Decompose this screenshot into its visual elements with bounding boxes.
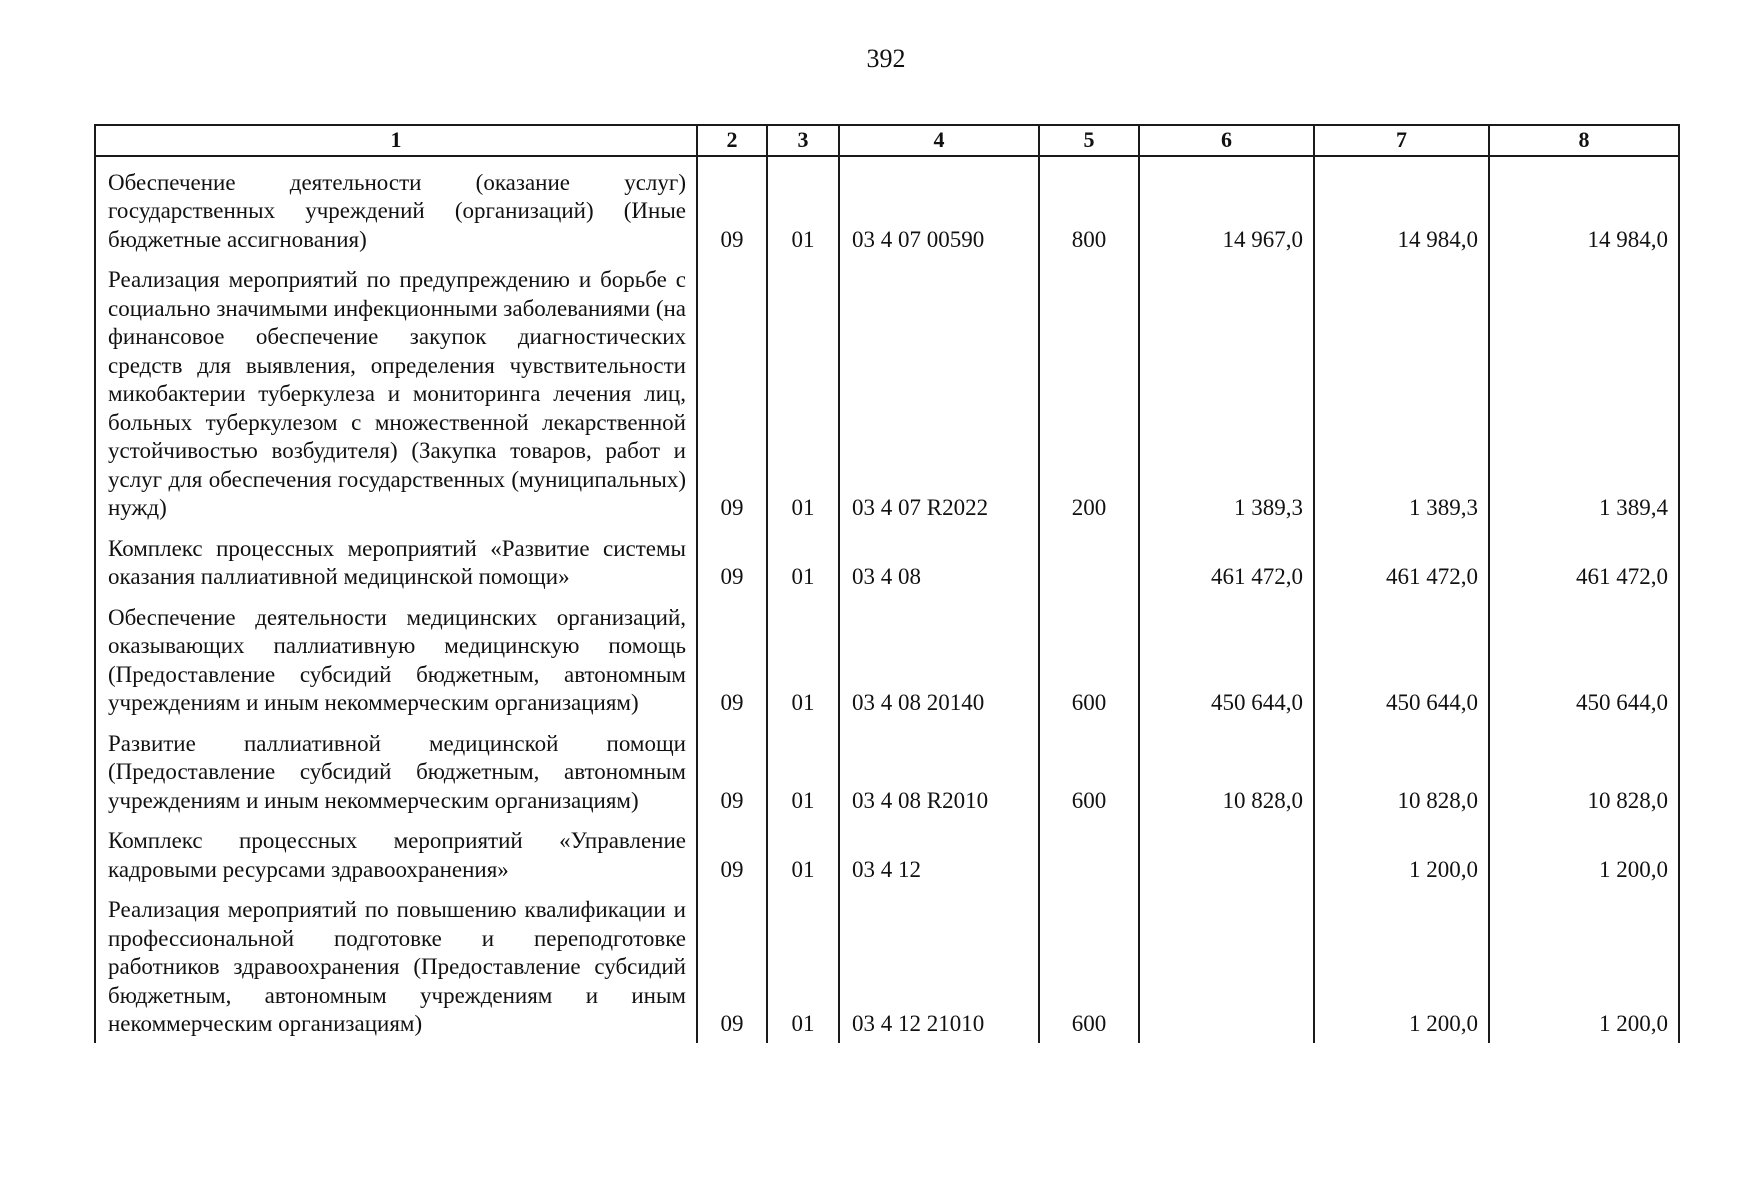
header-cell-8: 8 xyxy=(1489,125,1679,156)
page-number: 392 xyxy=(866,44,906,73)
amount-col-6: 461 472,0 xyxy=(1139,527,1314,596)
subsection-code: 01 xyxy=(767,156,839,259)
header-row xyxy=(95,125,1679,156)
subsection-code: 01 xyxy=(767,596,839,722)
table-row xyxy=(95,258,1679,527)
amount-col-8: 14 984,0 xyxy=(1489,156,1679,259)
target-article-code: 03 4 08 R2010 xyxy=(839,722,1039,820)
expense-type-code: 800 xyxy=(1039,156,1139,259)
header-cell-2: 2 xyxy=(697,125,767,156)
amount-col-7: 1 389,3 xyxy=(1314,258,1489,527)
section-code: 09 xyxy=(697,596,767,722)
header-cell-3: 3 xyxy=(767,125,839,156)
expense-type-code: 600 xyxy=(1039,596,1139,722)
item-name: Развитие паллиативной медицинской помощи (Предоставление субсидий бюджетным, автономным учреждениям и иным некоммерческим организациям) xyxy=(95,722,697,820)
header-cell-5: 5 xyxy=(1039,125,1139,156)
table-row xyxy=(95,527,1679,596)
target-article-code: 03 4 08 20140 xyxy=(839,596,1039,722)
amount-col-8: 1 200,0 xyxy=(1489,819,1679,888)
item-name: Комплекс процессных мероприятий «Управление кадровыми ресурсами здравоохранения» xyxy=(95,819,697,888)
amount-col-7: 1 200,0 xyxy=(1314,888,1489,1043)
item-name: Обеспечение деятельности медицинских организаций, оказывающих паллиативную медицинскую помощь (Предоставление субсидий бюджетным, автономным учреждениям и иным некоммерческим организациям) xyxy=(95,596,697,722)
target-article-code: 03 4 12 21010 xyxy=(839,888,1039,1043)
target-article-code: 03 4 07 00590 xyxy=(839,156,1039,259)
expense-type-code: 600 xyxy=(1039,722,1139,820)
expense-type-code xyxy=(1039,819,1139,888)
table-row xyxy=(95,819,1679,888)
amount-col-8: 461 472,0 xyxy=(1489,527,1679,596)
amount-col-6: 450 644,0 xyxy=(1139,596,1314,722)
target-article-code: 03 4 08 xyxy=(839,527,1039,596)
subsection-code: 01 xyxy=(767,722,839,820)
expense-type-code: 600 xyxy=(1039,888,1139,1043)
amount-col-7: 461 472,0 xyxy=(1314,527,1489,596)
amount-col-8: 1 200,0 xyxy=(1489,888,1679,1043)
amount-col-6: 14 967,0 xyxy=(1139,156,1314,259)
amount-col-6: 1 389,3 xyxy=(1139,258,1314,527)
target-article-code: 03 4 12 xyxy=(839,819,1039,888)
subsection-code: 01 xyxy=(767,258,839,527)
amount-col-7: 14 984,0 xyxy=(1314,156,1489,259)
amount-col-8: 10 828,0 xyxy=(1489,722,1679,820)
subsection-code: 01 xyxy=(767,888,839,1043)
amount-col-6 xyxy=(1139,888,1314,1043)
expense-type-code xyxy=(1039,527,1139,596)
amount-col-8: 450 644,0 xyxy=(1489,596,1679,722)
amount-col-7: 450 644,0 xyxy=(1314,596,1489,722)
budget-table xyxy=(94,124,1680,1043)
item-name: Обеспечение деятельности (оказание услуг) государственных учреждений (организаций) (Иные бюджетные ассигнования) xyxy=(95,156,697,259)
section-code: 09 xyxy=(697,156,767,259)
amount-col-6: 10 828,0 xyxy=(1139,722,1314,820)
expense-type-code: 200 xyxy=(1039,258,1139,527)
header-cell-4: 4 xyxy=(839,125,1039,156)
header-cell-1: 1 xyxy=(95,125,697,156)
header-cell-6: 6 xyxy=(1139,125,1314,156)
section-code: 09 xyxy=(697,888,767,1043)
amount-col-7: 1 200,0 xyxy=(1314,819,1489,888)
item-name: Реализация мероприятий по повышению квалификации и профессиональной подготовке и переподготовке работников здравоохранения (Предоставление субсидий бюджетным, автономным учреждениям и иным некоммерческим организациям) xyxy=(95,888,697,1043)
target-article-code: 03 4 07 R2022 xyxy=(839,258,1039,527)
table-row xyxy=(95,596,1679,722)
amount-col-7: 10 828,0 xyxy=(1314,722,1489,820)
section-code: 09 xyxy=(697,819,767,888)
table-row xyxy=(95,722,1679,820)
section-code: 09 xyxy=(697,527,767,596)
amount-col-6 xyxy=(1139,819,1314,888)
item-name: Комплекс процессных мероприятий «Развитие системы оказания паллиативной медицинской помощи» xyxy=(95,527,697,596)
table-row xyxy=(95,888,1679,1043)
section-code: 09 xyxy=(697,258,767,527)
subsection-code: 01 xyxy=(767,819,839,888)
amount-col-8: 1 389,4 xyxy=(1489,258,1679,527)
subsection-code: 01 xyxy=(767,527,839,596)
header-cell-7: 7 xyxy=(1314,125,1489,156)
section-code: 09 xyxy=(697,722,767,820)
table-row xyxy=(95,156,1679,259)
item-name: Реализация мероприятий по предупреждению и борьбе с социально значимыми инфекционными заболеваниями (на финансовое обеспечение закупок диагностических средств для выявления, определения чувствительности микобактерии туберкулеза и мониторинга лечения лиц, больных туберкулезом с множественной лекарственной устойчивостью возбудителя) (Закупка товаров, работ и услуг для обеспечения государственных (муниципальных) нужд) xyxy=(95,258,697,527)
